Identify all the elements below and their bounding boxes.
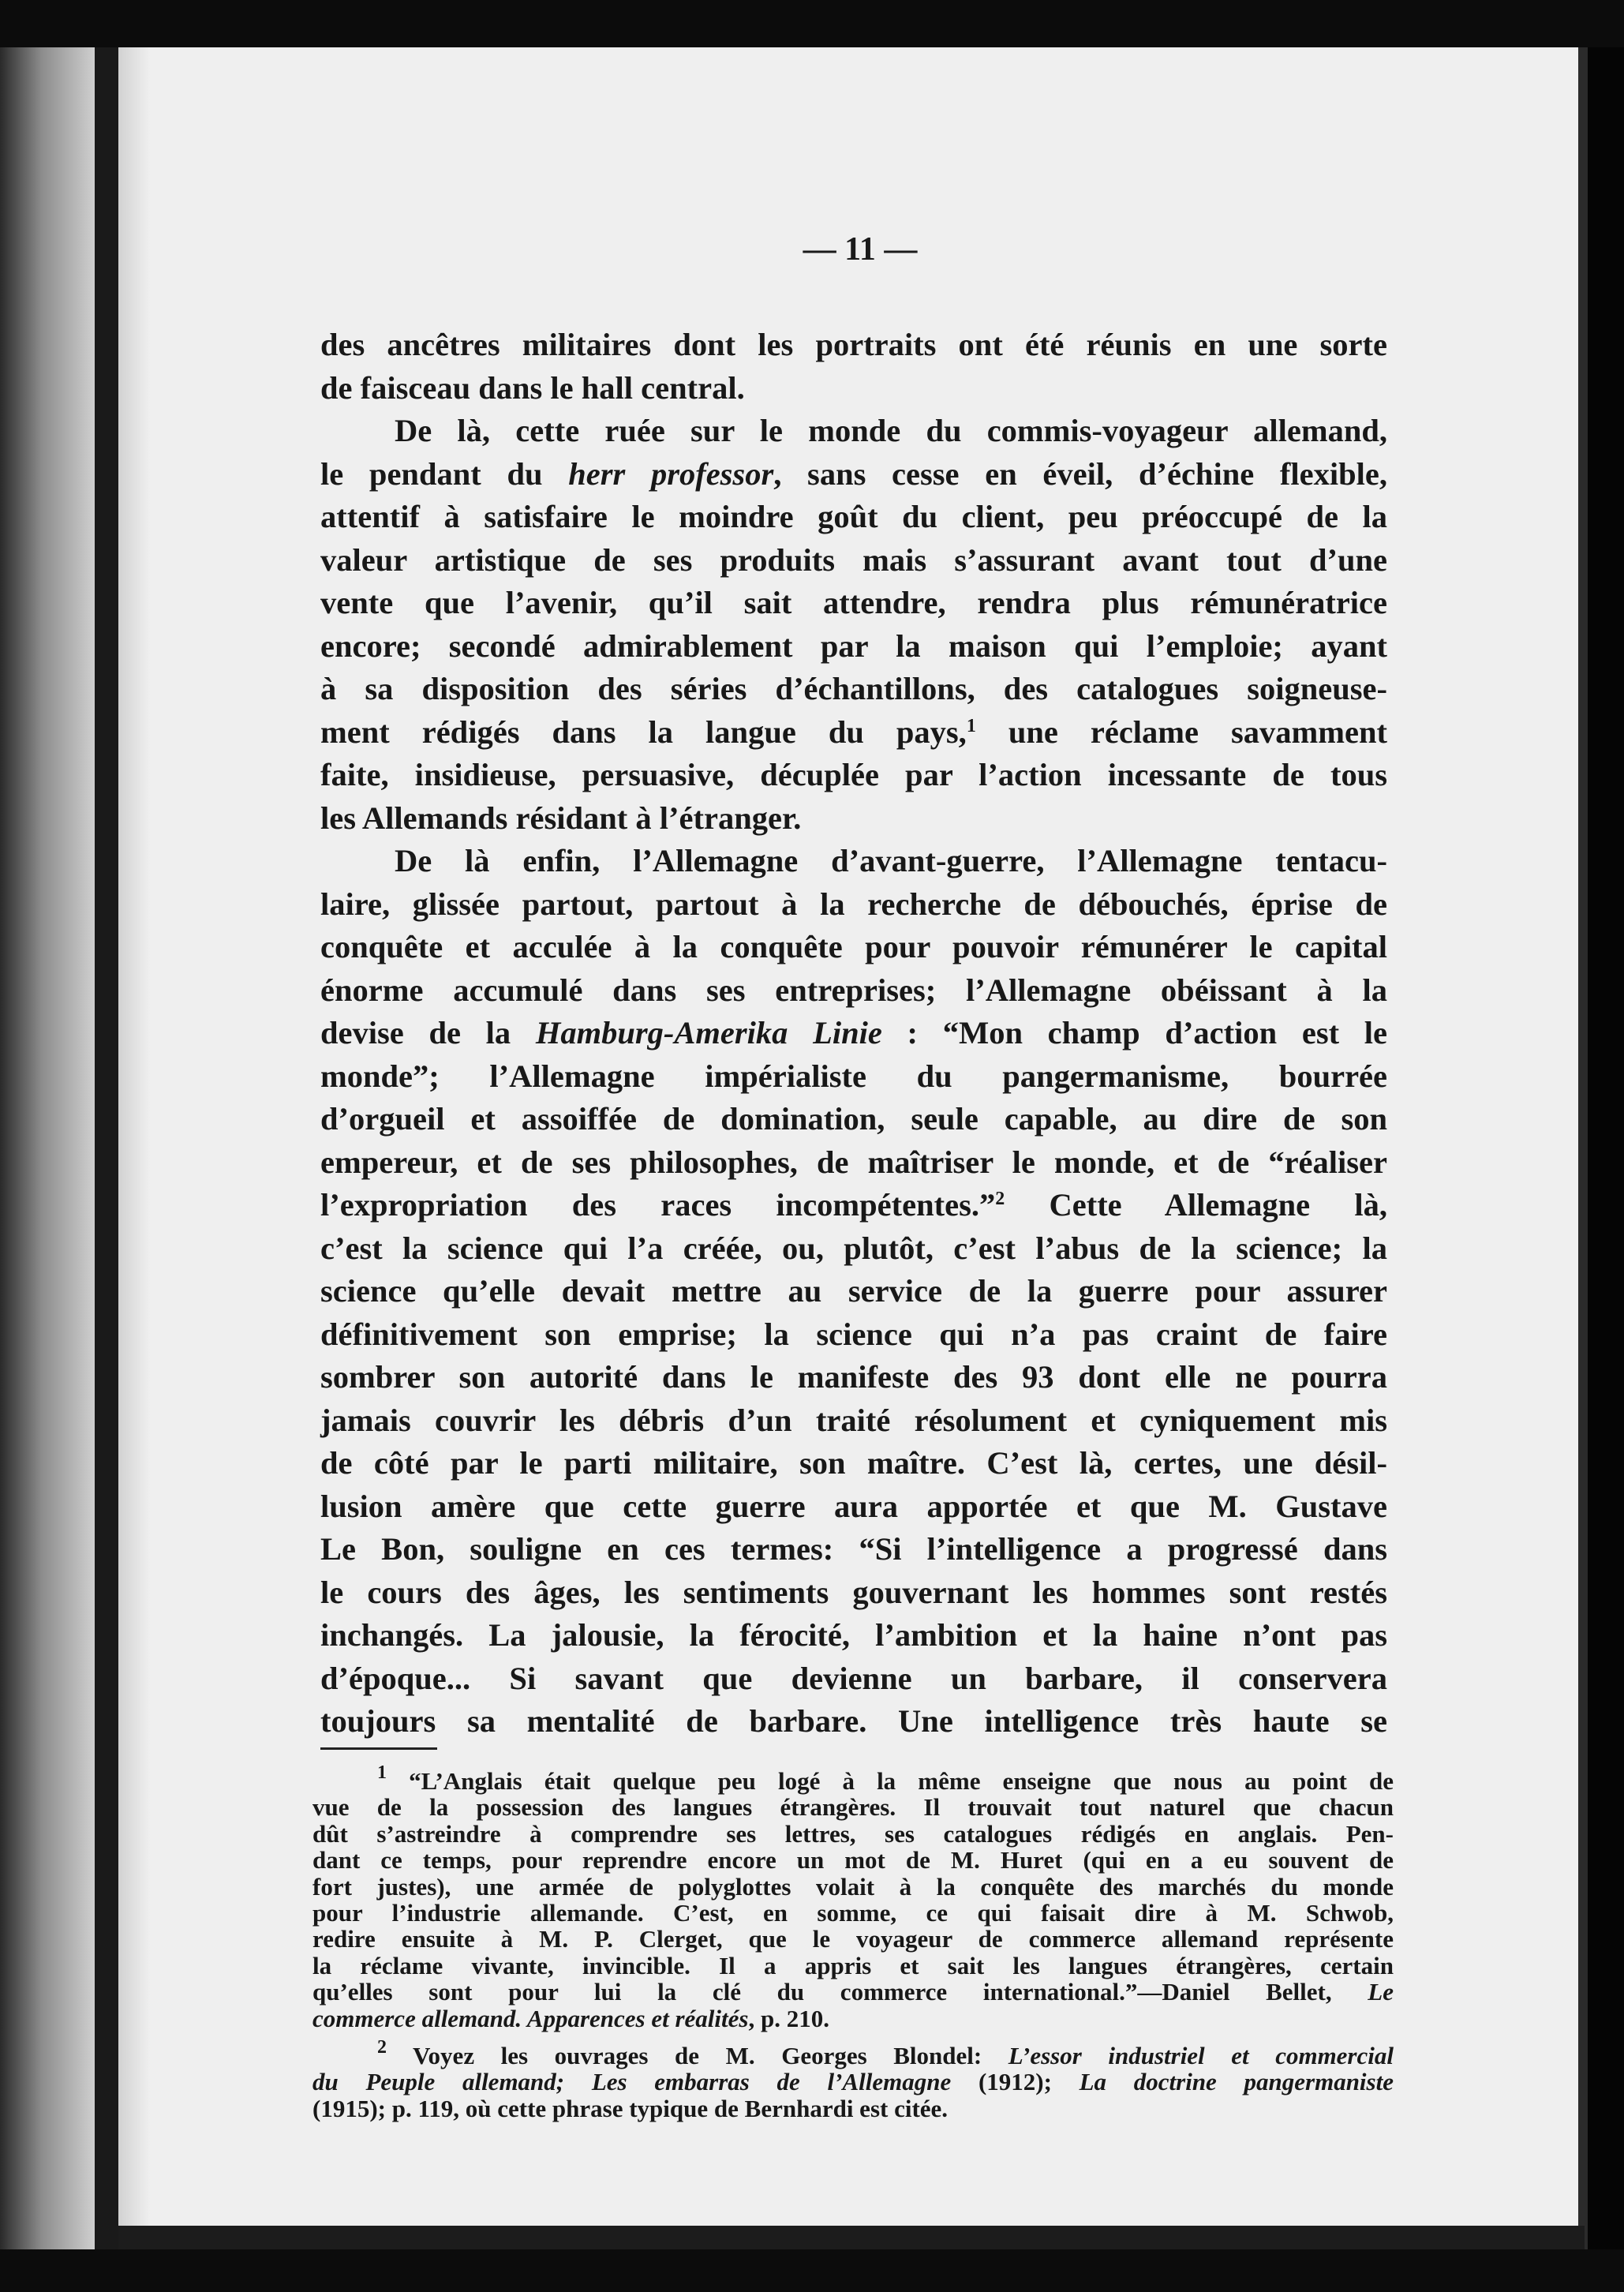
footnote-marker: 2 [377, 2036, 387, 2058]
text-line: des ancêtres militaires dont les portraits ont été réunis en une sorte [320, 327, 1387, 362]
page-bottom-edge [118, 2226, 1585, 2249]
text-line: conquête et acculée à la conquête pour pouvoir rémunérer le capital [320, 929, 1387, 964]
text-line: attentif à satisfaire le moindre goût du client, peu préoccupé de la [320, 499, 1387, 534]
text-line: jamais couvrir les débris d’un traité résolument et cyniquement mis [320, 1402, 1387, 1438]
footnote-ref: 2 [995, 1189, 1005, 1209]
text-line: énorme accumulé dans ses entreprises; l’Allemagne obéissant à la [320, 972, 1387, 1008]
footnote-line: $^1$ “L’Anglais était quelque peu logé à la même enseigne que nous au point de [377, 1762, 1394, 1795]
text-line: sombrer son autorité dans le manifeste des 93 dont elle ne pourra [320, 1359, 1387, 1395]
text-line: l’expropriation des races incompétentes.”$^2$ Cette Allemagne là, [320, 1187, 1387, 1223]
text-line: c’est la science qui l’a créée, ou, plutôt, c’est l’abus de la science; la [320, 1230, 1387, 1266]
footnotes [312, 1762, 1394, 2122]
text-line: les Allemands résidant à l’étranger. [320, 800, 802, 836]
text-line: le cours des âges, les sentiments gouvernant les hommes sont restés [320, 1574, 1387, 1610]
text-line: De là enfin, l’Allemagne d’avant-guerre, l’Allemagne tentacu- [395, 843, 1387, 878]
footnote-2 [312, 2036, 1394, 2122]
text-line: De là, cette ruée sur le monde du commis-voyageur allemand, [395, 413, 1387, 448]
footnote-separator [320, 1747, 437, 1750]
text-line: d’époque... Si savant que devienne un barbare, il conservera [320, 1660, 1387, 1696]
text-line: laire, glissée partout, partout à la recherche de débouchés, éprise de [320, 886, 1387, 922]
italic-term: Hamburg-Amerika Linie [535, 1015, 882, 1050]
text-line: de faisceau dans le hall central. [320, 369, 745, 406]
text-line: Le Bon, souligne en ces termes: “Si l’intelligence a progressé dans [320, 1531, 1387, 1567]
body-text [320, 324, 1387, 1743]
page-number: — 11 — [803, 231, 918, 268]
text-line: faite, insidieuse, persuasive, décuplée par l’action incessante de tous [320, 757, 1387, 792]
italic-term: herr professor [568, 455, 774, 492]
footnote-line: du Peuple allemand; Les embarras de l’Allemagne (1912); La doctrine pangermaniste [312, 2068, 1394, 2096]
footnote-line: la réclame vivante, invincible. Il a appris et sait les langues étrangères, certain [312, 1951, 1394, 1979]
text-line: encore; secondé admirablement par la maison qui l’emploie; ayant [320, 627, 1387, 664]
footnote-line: dant ce temps, pour reprendre encore un mot de M. Huret (qui en a eu souvent de [312, 1846, 1394, 1874]
binding-gutter [95, 47, 118, 2249]
footnote-line: pour l’industrie allemande. C’est, en somme, ce qui faisait dire à M. Schwob, [312, 1898, 1394, 1927]
text-line: monde”; l’Allemagne impérialiste du pangermanisme, bourrée [320, 1058, 1387, 1094]
footnote-line: $^2$ Voyez les ouvrages de M. Georges Blondel: L’essor industriel et commercial [377, 2036, 1394, 2069]
footnote-line: vue de la possession des langues étrangères. Il trouvait tout naturel que chacun [312, 1793, 1394, 1822]
text-line: ment rédigés dans la langue du pays,$^1$ une réclame savamment [320, 713, 1387, 750]
footnote-line: commerce allemand. Apparences et réalités, p. 210. [312, 2004, 829, 2032]
footnote-line: dût s’astreindre à comprendre ses lettres, ses catalogues rédigés en anglais. Pen- [312, 1819, 1394, 1848]
text-line: valeur artistique de ses produits mais s’assurant avant tout d’une [320, 541, 1387, 578]
footnote-line: redire ensuite à M. P. Clerget, que le voyageur de commerce allemand représente [312, 1925, 1394, 1953]
text-line: d’orgueil et assoiffée de domination, seule capable, au dire de son [320, 1101, 1387, 1137]
text-line: science qu’elle devait mettre au service de la guerre pour assurer [320, 1273, 1387, 1309]
text-line: le pendant du herr professor, sans cesse en éveil, d’échine flexible, [320, 455, 1388, 492]
text-line: toujours sa mentalité de barbare. Une intelligence très haute se [320, 1703, 1387, 1739]
footnote-line: (1915); p. 119, où cette phrase typique de Bernhardi est citée. [312, 2094, 949, 2122]
page-right-edge [1578, 47, 1588, 2249]
text-line: de côté par le parti militaire, son maître. C’est là, certes, une désil- [320, 1445, 1387, 1481]
text-line: définitivement son emprise; la science qui n’a pas craint de faire [320, 1316, 1387, 1352]
footnote-marker: 1 [377, 1762, 387, 1783]
text-line: lusion amère que cette guerre aura apportée et que M. Gustave [320, 1488, 1387, 1524]
text-line: à sa disposition des séries d’échantillons, des catalogues soigneuse- [320, 671, 1387, 706]
text-line: devise de la Hamburg-Amerika Linie : “Mon champ d’action est le [320, 1015, 1388, 1050]
text-line: inchangés. La jalousie, la férocité, l’ambition et la haine n’ont pas [320, 1617, 1387, 1653]
text-line: vente que l’avenir, qu’il sait attendre, rendra plus rémunératrice [320, 585, 1387, 620]
scan-background-right [1588, 47, 1624, 2249]
footnote-line: qu’elles sont pour lui la clé du commerce international.”—Daniel Bellet, Le [312, 1978, 1394, 2006]
page-shadow [118, 47, 150, 2249]
footnote-1 [312, 1762, 1394, 2032]
footnote-ref: 1 [966, 715, 976, 736]
text-line: empereur, et de ses philosophes, de maîtriser le monde, et de “réaliser [320, 1144, 1387, 1180]
footnote-line: fort justes), une armée de polyglottes volait à la conquête des marchés du monde [312, 1872, 1394, 1901]
